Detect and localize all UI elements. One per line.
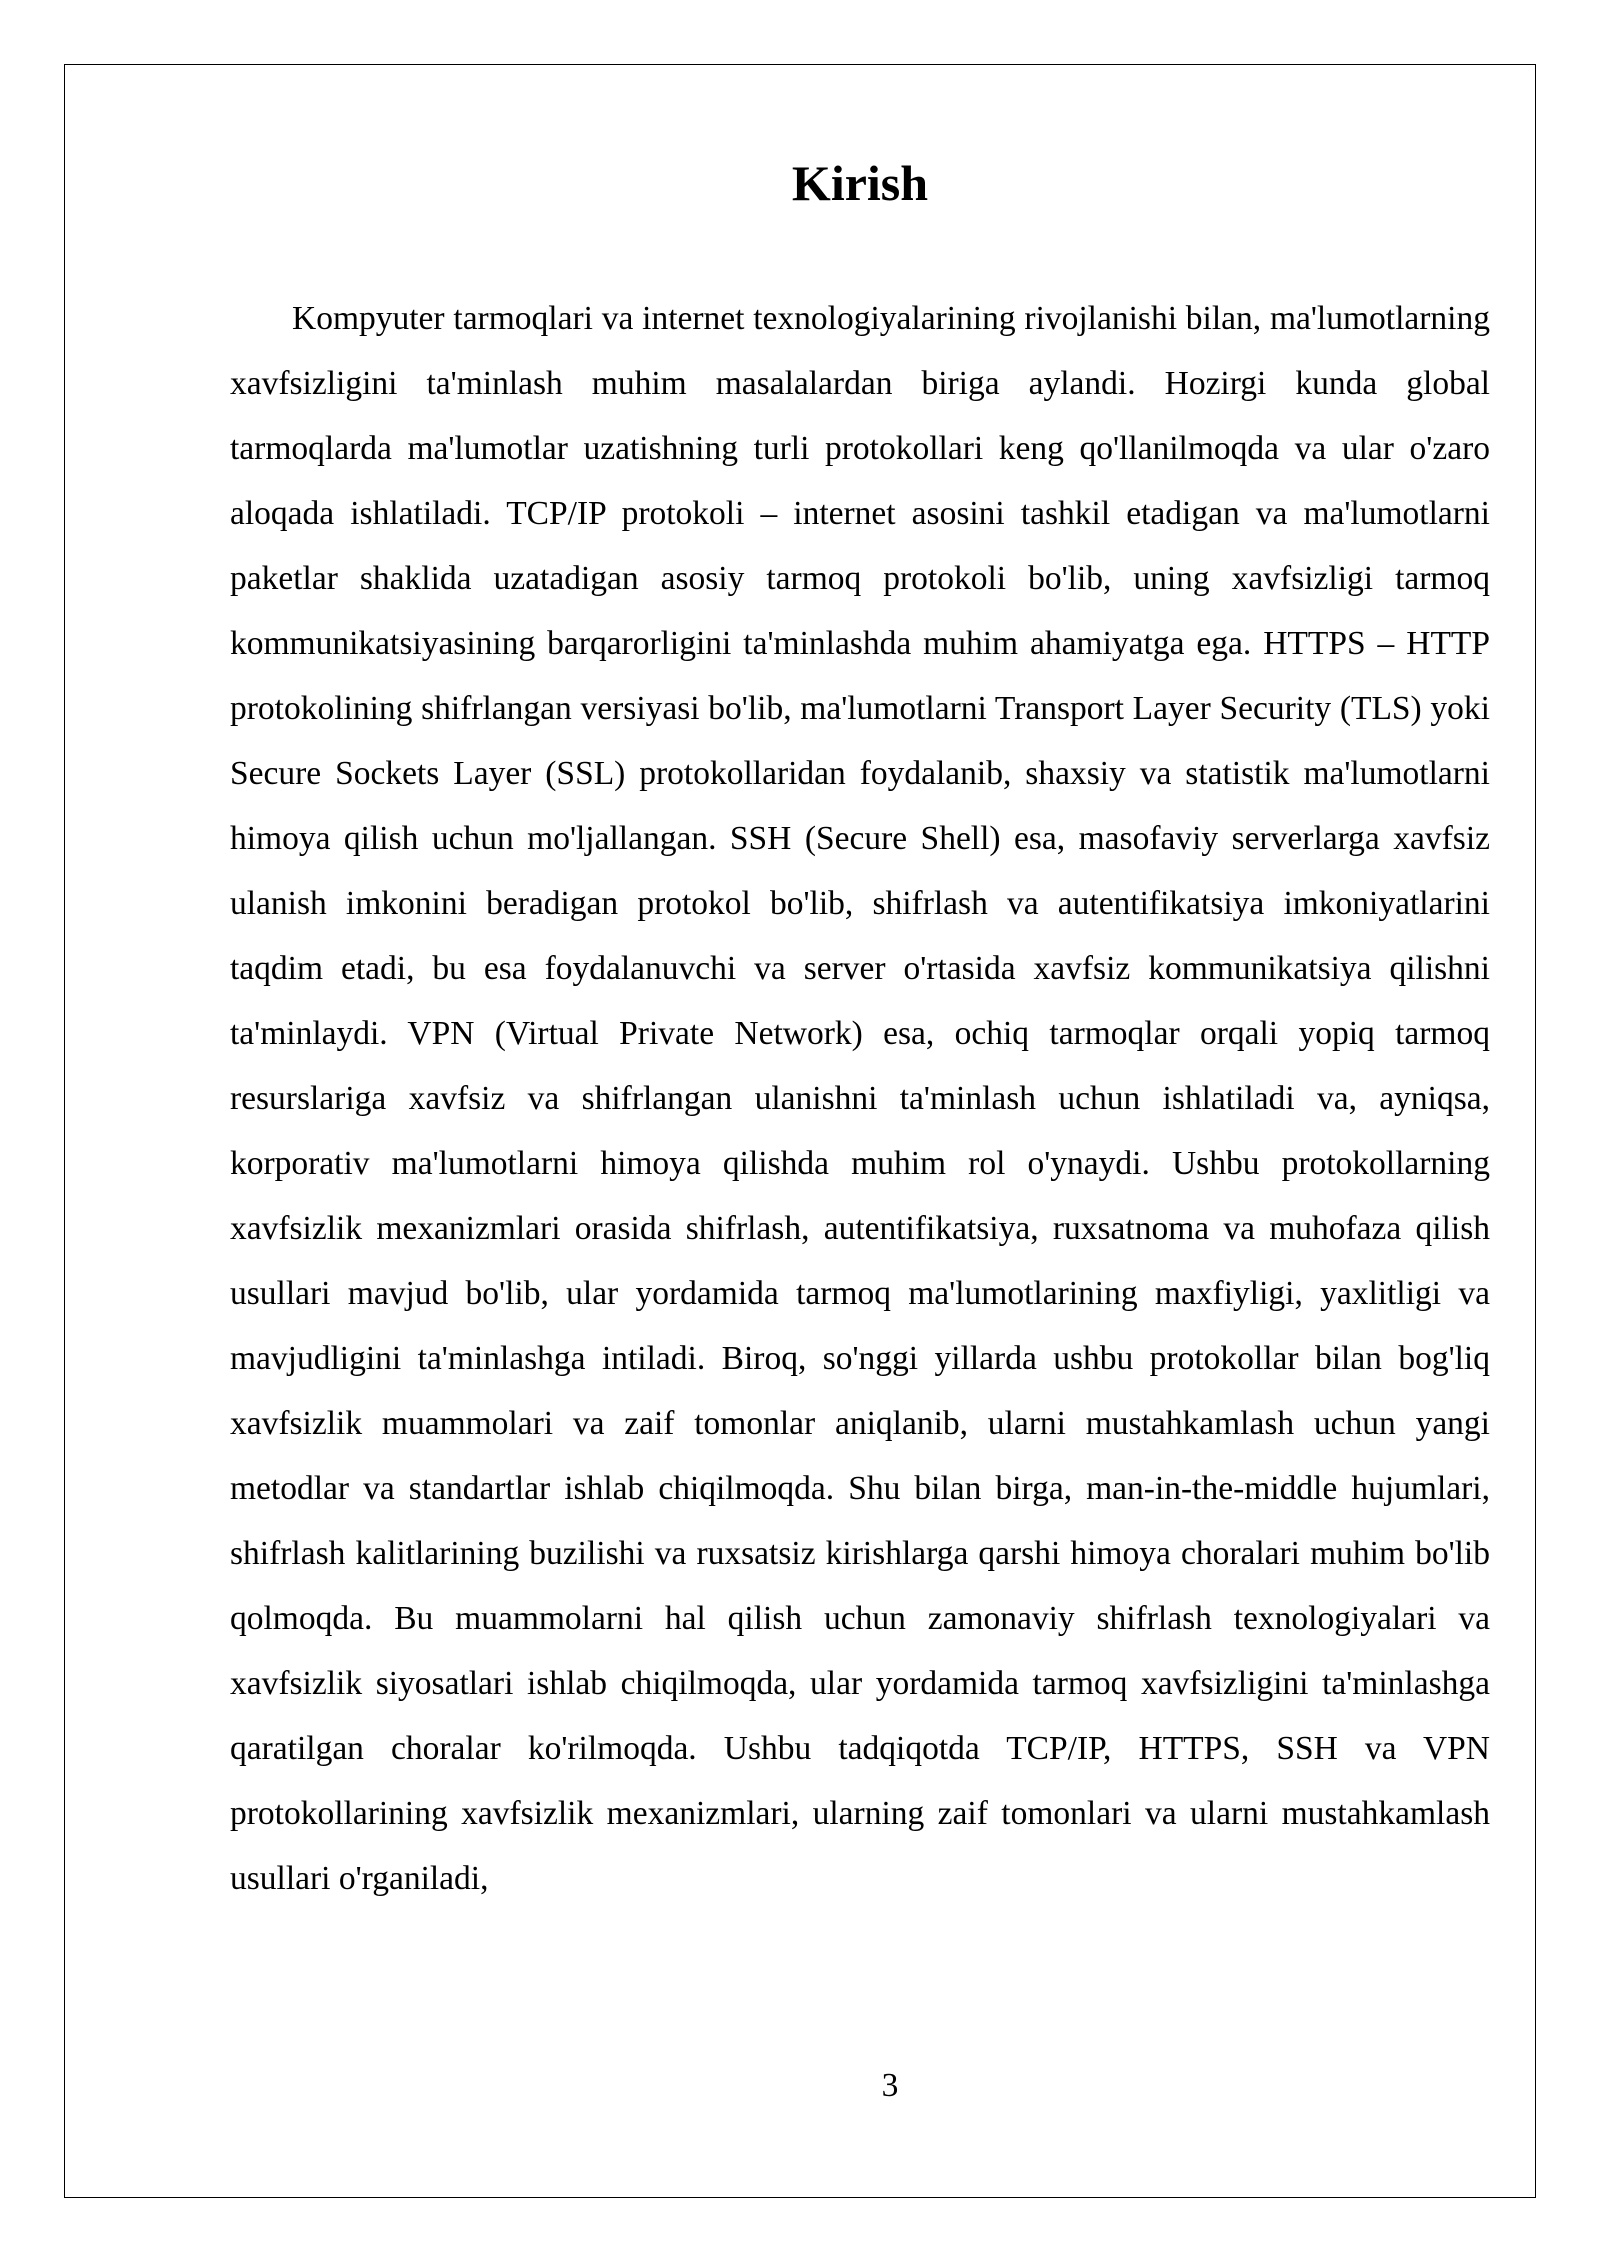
body-paragraph: Kompyuter tarmoqlari va internet texnologiyalarining rivojlanishi bilan, ma'lumotlarning xavfsizligini ta'minlash muhim masalalardan biriga aylandi. Hozirgi kunda global tarmoqlarda ma'lumotlar uzatishning turli protokollari keng qo'llanilmoqda va ular o'zaro aloqada ishlatiladi. TCP/IP protokoli – internet asosini tashkil etadigan va ma'lumotlarni paketlar shaklida uzatadigan asosiy tarmoq protokoli bo'lib, uning xavfsizligi tarmoq kommunikatsiyasining barqarorligini ta'minlashda muhim ahamiyatga ega. HTTPS – HTTP protokolining shifrlangan versiyasi bo'lib, ma'lumotlarni Transport Layer Security (TLS) yoki Secure Sockets Layer (SSL) protokollaridan foydalanib, shaxsiy va statistik ma'lumotlarni himoya qilish uchun mo'ljallangan. SSH (Secure Shell) esa, masofaviy serverlarga xavfsiz ulanish imkonini beradigan protokol bo'lib, shifrlash va autentifikatsiya imkoniyatlarini taqdim etadi, bu esa foydalanuvchi va server o'rtasida xavfsiz kommunikatsiya qilishni ta'minlaydi. VPN (Virtual Private Network) esa, ochiq tarmoqlar orqali yopiq tarmoq resurslariga xavfsiz va shifrlangan ulanishni ta'minlash uchun ishlatiladi va, ayniqsa, korporativ ma'lumotlarni himoya qilishda muhim rol o'ynaydi. Ushbu protokollarning xavfsizlik mexanizmlari orasida shifrlash, autentifikatsiya, ruxsatnoma va muhofaza qilish usullari mavjud bo'lib, ular yordamida tarmoq ma'lumotlarining maxfiyligi, yaxlitligi va mavjudligini ta'minlashga intiladi. Biroq, so'nggi yillarda ushbu protokollar bilan bog'liq xavfsizlik muammolari va zaif tomonlar aniqlanib, ularni mustahkamlash uchun yangi metodlar va standartlar ishlab chiqilmoqda. Shu bilan birga, man-in-the-middle hujumlari, shifrlash kalitlarining buzilishi va ruxsatsiz kirishlarga qarshi himoya choralari muhim bo'lib qolmoqda. Bu muammolarni hal qilish uchun zamonaviy shifrlash texnologiyalari va xavfsizlik siyosatlari ishlab chiqilmoqda, ular yordamida tarmoq xavfsizligini ta'minlashga qaratilgan choralar ko'rilmoqda. Ushbu tadqiqotda TCP/IP, HTTPS, SSH va VPN protokollarining xavfsizlik mexanizmlari, ularning zaif tomonlari va ularni mustahkamlash usullari o'rganiladi, [230,300,1490,1897]
page-title: Kirish [791,155,929,211]
page-number: 3 [881,2067,899,2104]
